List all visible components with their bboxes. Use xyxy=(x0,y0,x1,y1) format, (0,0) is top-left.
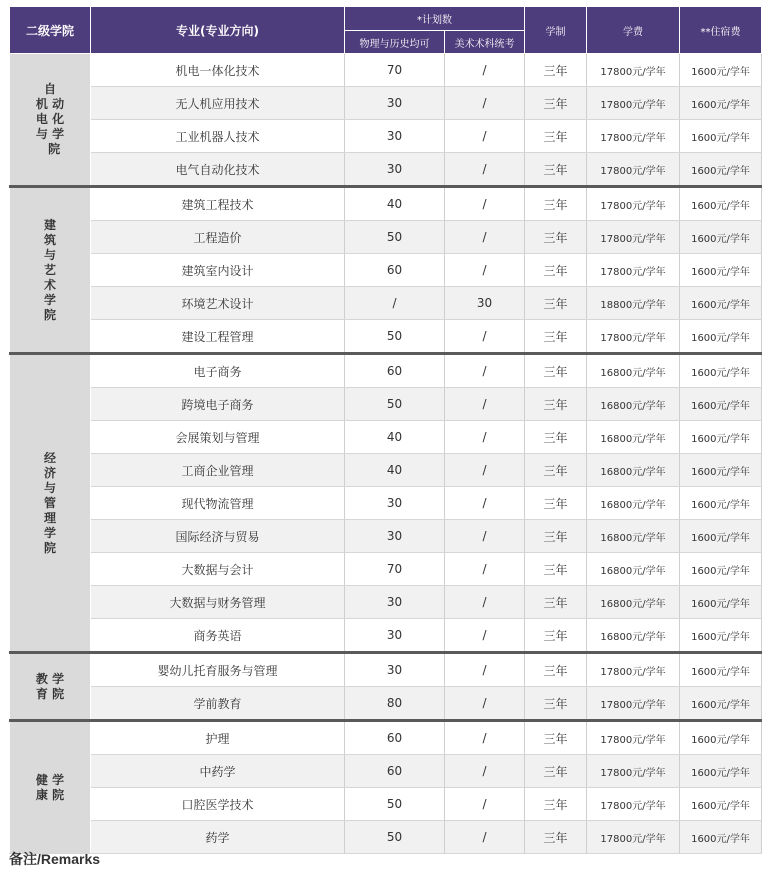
cell-plan-art-exam: / xyxy=(445,520,525,553)
table-row xyxy=(10,54,762,87)
cell-dorm-fee: 1600元/学年 xyxy=(680,586,762,619)
remarks-heading: 备注/Remarks xyxy=(9,851,101,867)
cell-tuition: 16800元/学年 xyxy=(587,553,680,586)
cell-plan-physics-history: 30 xyxy=(345,87,445,120)
table-row xyxy=(10,755,762,788)
cell-plan-physics-history: 50 xyxy=(345,388,445,421)
cell-tuition: 16800元/学年 xyxy=(587,520,680,553)
college-label: 健 学 康 院 xyxy=(35,772,65,802)
college-label: 自 机 动 电 化 与 学 院 xyxy=(35,82,65,156)
cell-plan-art-exam: / xyxy=(445,354,525,388)
cell-plan-art-exam: / xyxy=(445,454,525,487)
cell-major: 大数据与财务管理 xyxy=(91,586,345,619)
cell-dorm-fee: 1600元/学年 xyxy=(680,454,762,487)
cell-duration: 三年 xyxy=(525,520,587,553)
cell-major: 学前教育 xyxy=(91,687,345,721)
cell-major: 电气自动化技术 xyxy=(91,153,345,187)
cell-duration: 三年 xyxy=(525,421,587,454)
college-name xyxy=(10,54,91,187)
cell-plan-physics-history: 40 xyxy=(345,421,445,454)
cell-plan-physics-history: 50 xyxy=(345,788,445,821)
cell-plan-physics-history: / xyxy=(345,287,445,320)
table-row xyxy=(10,619,762,653)
cell-plan-physics-history: 50 xyxy=(345,821,445,854)
cell-plan-physics-history: 30 xyxy=(345,619,445,653)
cell-plan-art-exam: 30 xyxy=(445,287,525,320)
cell-major: 跨境电子商务 xyxy=(91,388,345,421)
cell-dorm-fee: 1600元/学年 xyxy=(680,254,762,287)
cell-duration: 三年 xyxy=(525,487,587,520)
cell-plan-physics-history: 40 xyxy=(345,454,445,487)
cell-plan-physics-history: 30 xyxy=(345,487,445,520)
cell-dorm-fee: 1600元/学年 xyxy=(680,821,762,854)
cell-plan-art-exam: / xyxy=(445,755,525,788)
cell-plan-art-exam: / xyxy=(445,187,525,221)
table-row xyxy=(10,721,762,755)
cell-tuition: 17800元/学年 xyxy=(587,320,680,354)
cell-dorm-fee: 1600元/学年 xyxy=(680,553,762,586)
cell-plan-art-exam: / xyxy=(445,54,525,87)
cell-tuition: 17800元/学年 xyxy=(587,120,680,153)
cell-duration: 三年 xyxy=(525,287,587,320)
cell-tuition: 17800元/学年 xyxy=(587,821,680,854)
cell-dorm-fee: 1600元/学年 xyxy=(680,421,762,454)
cell-plan-physics-history: 60 xyxy=(345,354,445,388)
cell-plan-physics-history: 60 xyxy=(345,254,445,287)
cell-major: 工商企业管理 xyxy=(91,454,345,487)
table-row xyxy=(10,153,762,187)
cell-dorm-fee: 1600元/学年 xyxy=(680,120,762,153)
enrollment-table xyxy=(9,6,762,854)
college-name xyxy=(10,187,91,354)
cell-duration: 三年 xyxy=(525,553,587,586)
cell-tuition: 16800元/学年 xyxy=(587,619,680,653)
table-row xyxy=(10,221,762,254)
cell-dorm-fee: 1600元/学年 xyxy=(680,653,762,687)
table-row xyxy=(10,586,762,619)
cell-duration: 三年 xyxy=(525,687,587,721)
college-name xyxy=(10,721,91,854)
college-name xyxy=(10,653,91,721)
cell-dorm-fee: 1600元/学年 xyxy=(680,287,762,320)
cell-major: 建筑工程技术 xyxy=(91,187,345,221)
header-plan-art-exam: 美术术科统考 xyxy=(445,31,525,54)
cell-duration: 三年 xyxy=(525,187,587,221)
cell-plan-physics-history: 60 xyxy=(345,721,445,755)
cell-duration: 三年 xyxy=(525,454,587,487)
cell-tuition: 16800元/学年 xyxy=(587,487,680,520)
cell-tuition: 17800元/学年 xyxy=(587,153,680,187)
cell-tuition: 16800元/学年 xyxy=(587,388,680,421)
cell-dorm-fee: 1600元/学年 xyxy=(680,153,762,187)
cell-plan-physics-history: 30 xyxy=(345,653,445,687)
table-row xyxy=(10,388,762,421)
cell-plan-art-exam: / xyxy=(445,619,525,653)
cell-duration: 三年 xyxy=(525,721,587,755)
cell-dorm-fee: 1600元/学年 xyxy=(680,187,762,221)
table-row xyxy=(10,821,762,854)
cell-plan-art-exam: / xyxy=(445,487,525,520)
cell-major: 商务英语 xyxy=(91,619,345,653)
cell-tuition: 16800元/学年 xyxy=(587,354,680,388)
cell-duration: 三年 xyxy=(525,788,587,821)
table-row xyxy=(10,354,762,388)
cell-duration: 三年 xyxy=(525,153,587,187)
table-body xyxy=(10,54,762,854)
cell-plan-art-exam: / xyxy=(445,586,525,619)
cell-major: 现代物流管理 xyxy=(91,487,345,520)
cell-duration: 三年 xyxy=(525,755,587,788)
table-row xyxy=(10,187,762,221)
cell-plan-physics-history: 50 xyxy=(345,221,445,254)
cell-plan-physics-history: 70 xyxy=(345,553,445,586)
cell-tuition: 17800元/学年 xyxy=(587,187,680,221)
cell-duration: 三年 xyxy=(525,120,587,153)
cell-dorm-fee: 1600元/学年 xyxy=(680,721,762,755)
cell-major: 电子商务 xyxy=(91,354,345,388)
cell-duration: 三年 xyxy=(525,653,587,687)
cell-tuition: 18800元/学年 xyxy=(587,287,680,320)
table-row xyxy=(10,320,762,354)
cell-dorm-fee: 1600元/学年 xyxy=(680,320,762,354)
cell-major: 工业机器人技术 xyxy=(91,120,345,153)
header-duration: 学制 xyxy=(525,7,587,54)
cell-tuition: 17800元/学年 xyxy=(587,54,680,87)
cell-duration: 三年 xyxy=(525,254,587,287)
cell-dorm-fee: 1600元/学年 xyxy=(680,788,762,821)
cell-plan-physics-history: 60 xyxy=(345,755,445,788)
cell-major: 中药学 xyxy=(91,755,345,788)
cell-major: 护理 xyxy=(91,721,345,755)
cell-tuition: 16800元/学年 xyxy=(587,586,680,619)
cell-duration: 三年 xyxy=(525,320,587,354)
table-row xyxy=(10,87,762,120)
cell-plan-art-exam: / xyxy=(445,87,525,120)
cell-tuition: 17800元/学年 xyxy=(587,221,680,254)
cell-major: 环境艺术设计 xyxy=(91,287,345,320)
cell-dorm-fee: 1600元/学年 xyxy=(680,354,762,388)
cell-dorm-fee: 1600元/学年 xyxy=(680,755,762,788)
cell-duration: 三年 xyxy=(525,221,587,254)
cell-tuition: 17800元/学年 xyxy=(587,687,680,721)
cell-tuition: 17800元/学年 xyxy=(587,87,680,120)
cell-major: 工程造价 xyxy=(91,221,345,254)
college-label: 经济与管理学院 xyxy=(43,450,56,555)
cell-plan-physics-history: 80 xyxy=(345,687,445,721)
cell-plan-physics-history: 30 xyxy=(345,120,445,153)
cell-plan-art-exam: / xyxy=(445,320,525,354)
cell-major: 机电一体化技术 xyxy=(91,54,345,87)
cell-duration: 三年 xyxy=(525,388,587,421)
cell-major: 大数据与会计 xyxy=(91,553,345,586)
cell-major: 口腔医学技术 xyxy=(91,788,345,821)
cell-duration: 三年 xyxy=(525,354,587,388)
college-label: 建筑与艺术学院 xyxy=(43,217,56,322)
cell-duration: 三年 xyxy=(525,821,587,854)
cell-dorm-fee: 1600元/学年 xyxy=(680,619,762,653)
header-major: 专业(专业方向) xyxy=(91,7,345,54)
cell-plan-art-exam: / xyxy=(445,120,525,153)
table-row xyxy=(10,520,762,553)
cell-tuition: 16800元/学年 xyxy=(587,454,680,487)
table-row xyxy=(10,454,762,487)
cell-tuition: 17800元/学年 xyxy=(587,755,680,788)
cell-tuition: 17800元/学年 xyxy=(587,254,680,287)
cell-duration: 三年 xyxy=(525,87,587,120)
cell-plan-art-exam: / xyxy=(445,687,525,721)
cell-plan-physics-history: 40 xyxy=(345,187,445,221)
cell-dorm-fee: 1600元/学年 xyxy=(680,388,762,421)
header-college: 二级学院 xyxy=(10,7,91,54)
cell-major: 婴幼儿托育服务与管理 xyxy=(91,653,345,687)
cell-plan-art-exam: / xyxy=(445,788,525,821)
table-row xyxy=(10,120,762,153)
cell-tuition: 16800元/学年 xyxy=(587,421,680,454)
table-row xyxy=(10,287,762,320)
cell-plan-art-exam: / xyxy=(445,221,525,254)
cell-tuition: 17800元/学年 xyxy=(587,653,680,687)
college-name xyxy=(10,354,91,653)
table-row xyxy=(10,421,762,454)
table-row xyxy=(10,487,762,520)
header-dorm: **住宿费 xyxy=(680,7,762,54)
college-label: 教 学 育 院 xyxy=(35,671,65,701)
cell-plan-physics-history: 70 xyxy=(345,54,445,87)
cell-dorm-fee: 1600元/学年 xyxy=(680,221,762,254)
cell-major: 建筑室内设计 xyxy=(91,254,345,287)
cell-major: 无人机应用技术 xyxy=(91,87,345,120)
cell-major: 国际经济与贸易 xyxy=(91,520,345,553)
cell-plan-art-exam: / xyxy=(445,153,525,187)
header-plan-physics-history: 物理与历史均可 xyxy=(345,31,445,54)
cell-dorm-fee: 1600元/学年 xyxy=(680,687,762,721)
cell-plan-art-exam: / xyxy=(445,653,525,687)
cell-plan-art-exam: / xyxy=(445,388,525,421)
header-plan: *计划数 xyxy=(345,7,525,31)
cell-dorm-fee: 1600元/学年 xyxy=(680,487,762,520)
cell-major: 药学 xyxy=(91,821,345,854)
cell-tuition: 17800元/学年 xyxy=(587,721,680,755)
cell-dorm-fee: 1600元/学年 xyxy=(680,54,762,87)
cell-plan-art-exam: / xyxy=(445,821,525,854)
cell-plan-physics-history: 50 xyxy=(345,320,445,354)
cell-plan-art-exam: / xyxy=(445,553,525,586)
table-row xyxy=(10,553,762,586)
table-row xyxy=(10,254,762,287)
cell-dorm-fee: 1600元/学年 xyxy=(680,520,762,553)
cell-plan-art-exam: / xyxy=(445,421,525,454)
cell-duration: 三年 xyxy=(525,54,587,87)
table-row xyxy=(10,687,762,721)
cell-duration: 三年 xyxy=(525,586,587,619)
cell-plan-physics-history: 30 xyxy=(345,520,445,553)
cell-plan-physics-history: 30 xyxy=(345,586,445,619)
cell-dorm-fee: 1600元/学年 xyxy=(680,87,762,120)
cell-tuition: 17800元/学年 xyxy=(587,788,680,821)
cell-duration: 三年 xyxy=(525,619,587,653)
cell-plan-physics-history: 30 xyxy=(345,153,445,187)
table-row xyxy=(10,653,762,687)
table-header xyxy=(10,7,762,54)
cell-major: 建设工程管理 xyxy=(91,320,345,354)
table-row xyxy=(10,788,762,821)
header-tuition: 学费 xyxy=(587,7,680,54)
cell-plan-art-exam: / xyxy=(445,721,525,755)
cell-plan-art-exam: / xyxy=(445,254,525,287)
cell-major: 会展策划与管理 xyxy=(91,421,345,454)
